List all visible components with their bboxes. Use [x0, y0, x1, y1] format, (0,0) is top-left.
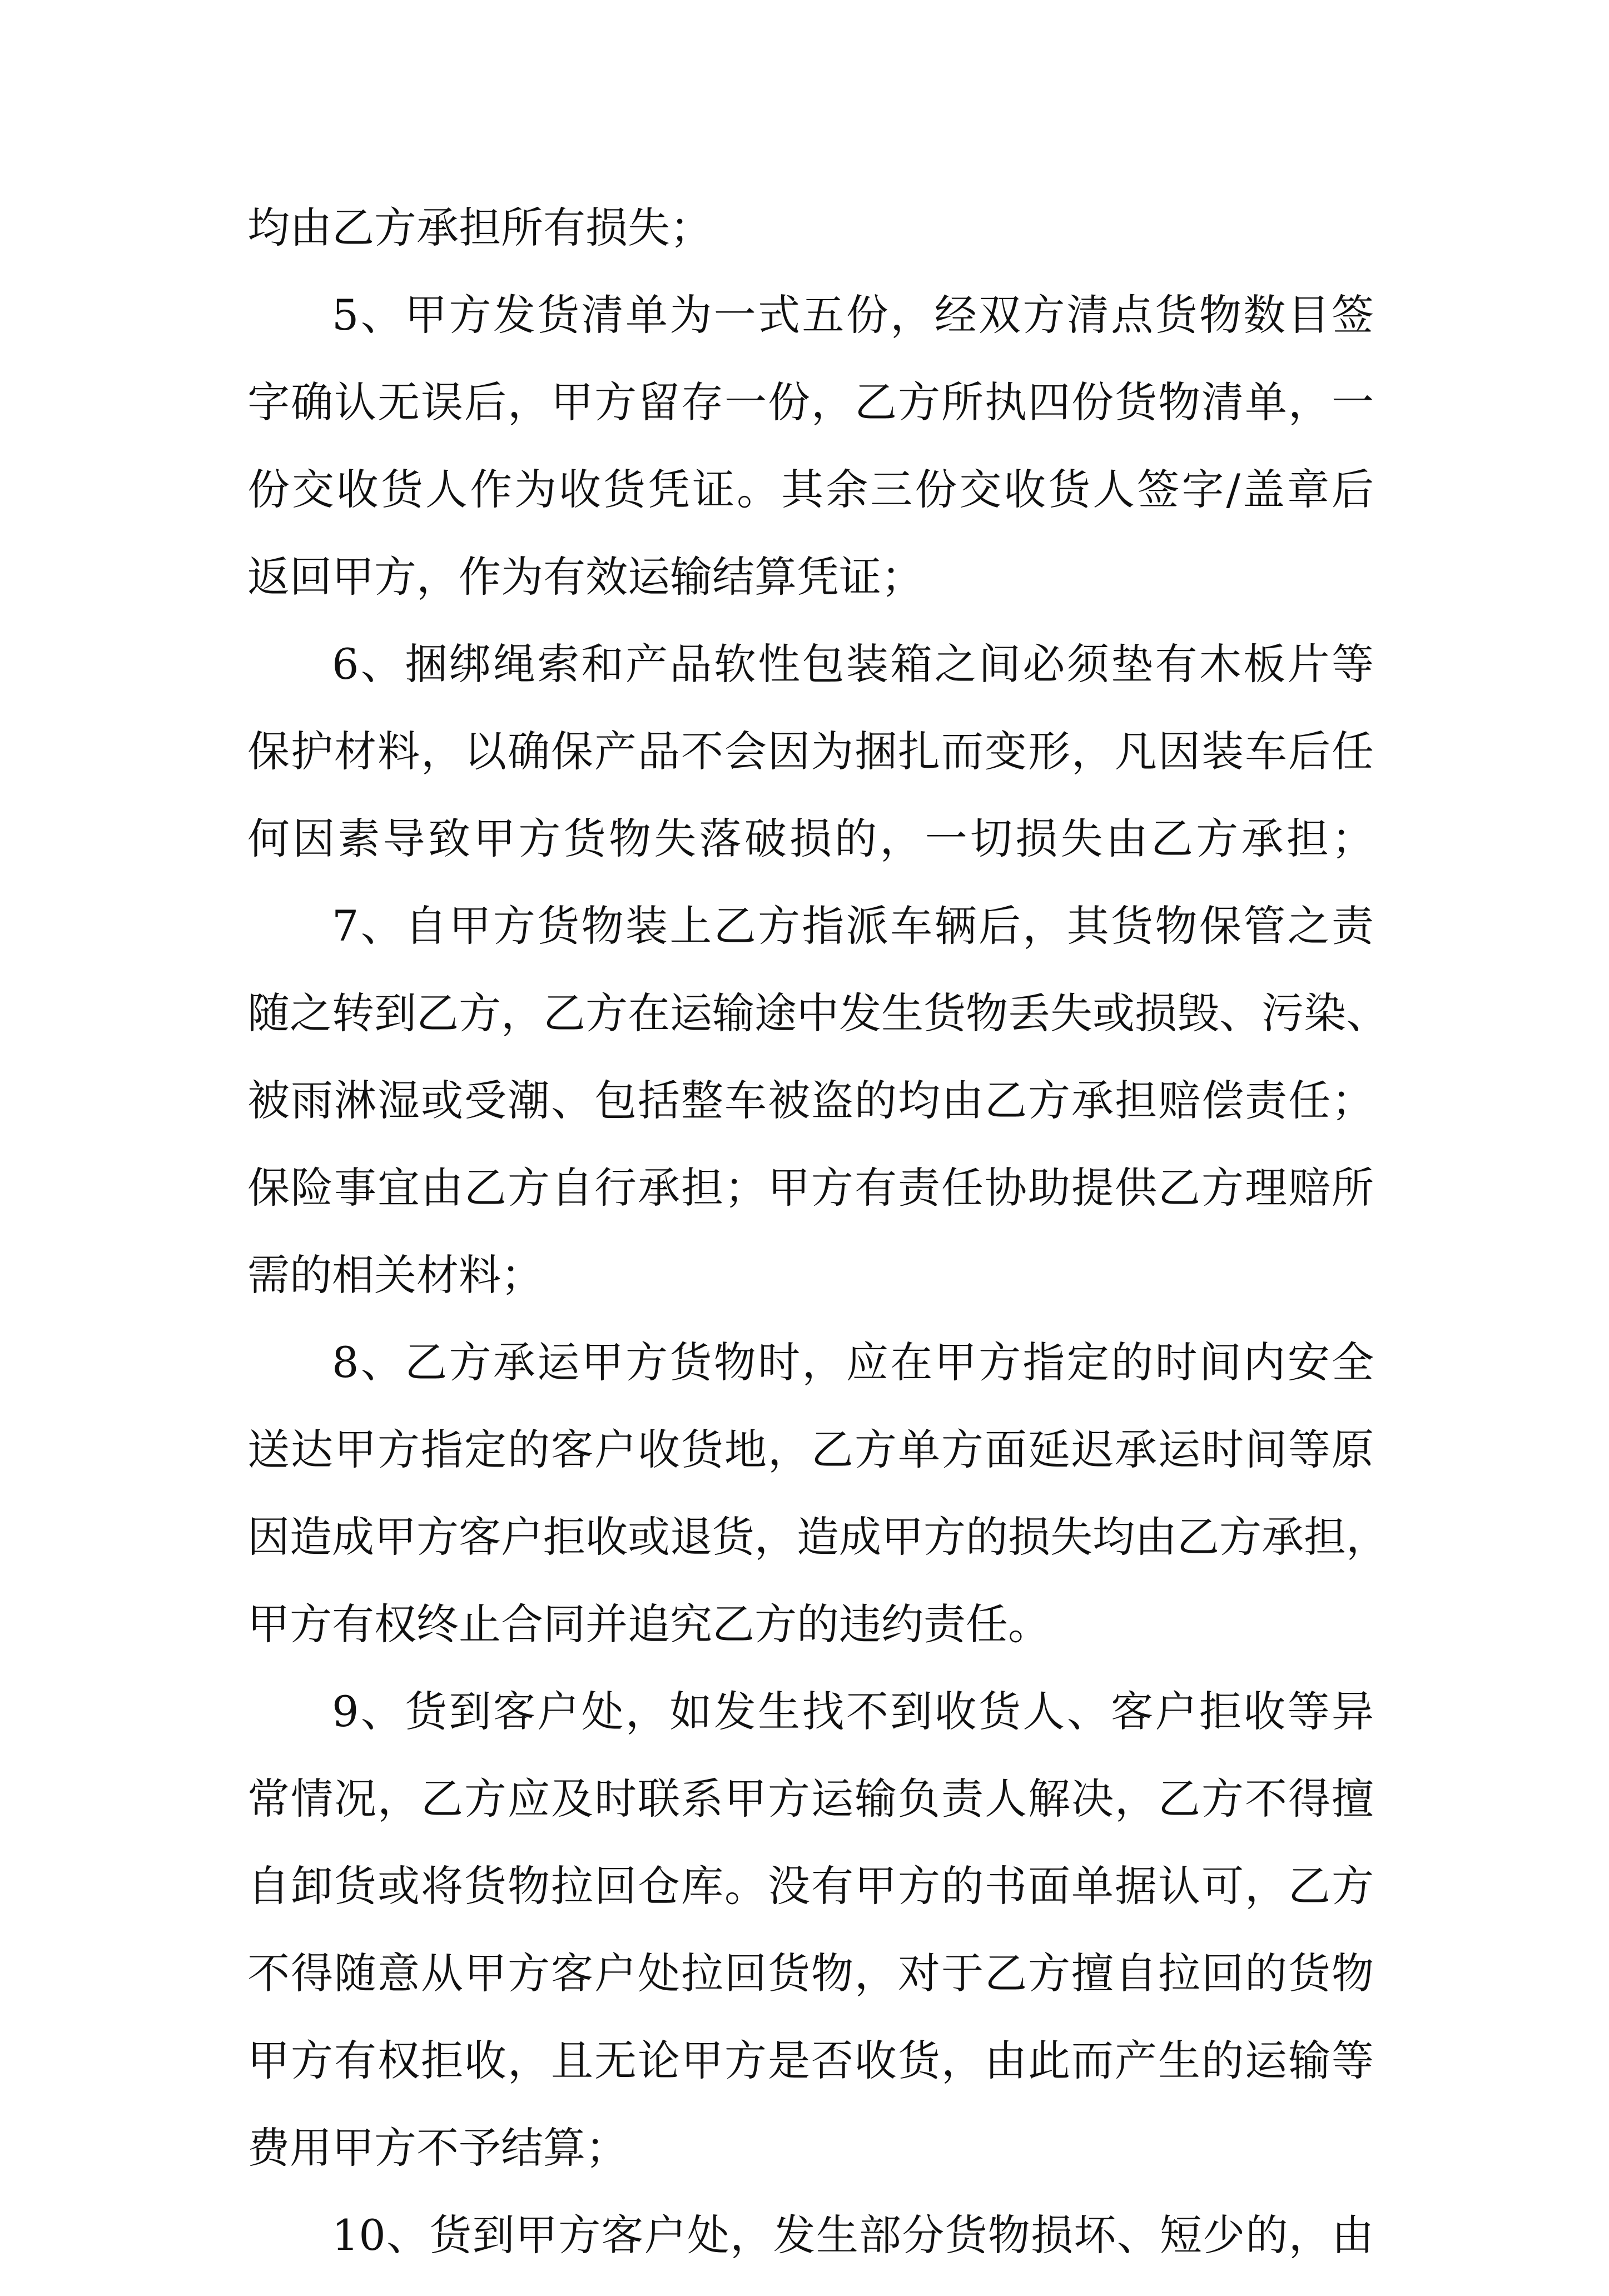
text-line: 因造成甲方客户拒收或退货，造成甲方的损失均由乙方承担， — [247, 1512, 1388, 1562]
text-line: 6、捆绑绳索和产品软性包装箱之间必须垫有木板片等 — [332, 639, 1374, 689]
text-line: 保险事宜由乙方自行承担；甲方有责任协助提供乙方理赔所 — [247, 1163, 1374, 1212]
text-line: 被雨淋湿或受潮、包括整车被盗的均由乙方承担赔偿责任； — [247, 1076, 1374, 1125]
text-line: 8、乙方承运甲方货物时，应在甲方指定的时间内安全 — [332, 1338, 1374, 1387]
text-line: 10、货到甲方客户处，发生部分货物损坏、短少的，由 — [332, 2210, 1374, 2260]
text-line: 5、甲方发货清单为一式五份，经双方清点货物数目签 — [332, 290, 1374, 340]
text-line: 送达甲方指定的客户收货地，乙方单方面延迟承运时间等原 — [247, 1425, 1374, 1474]
text-line: 何因素导致甲方货物失落破损的，一切损失由乙方承担； — [247, 814, 1374, 863]
text-line: 9、货到客户处，如发生找不到收货人、客户拒收等异 — [332, 1687, 1374, 1736]
text-line: 份交收货人作为收货凭证。其余三份交收货人签字/盖章后 — [247, 465, 1374, 514]
text-line: 不得随意从甲方客户处拉回货物，对于乙方擅自拉回的货物 — [247, 1949, 1374, 1998]
text-line: 保护材料，以确保产品不会因为捆扎而变形，凡因装车后任 — [247, 727, 1374, 776]
text-line: 费用甲方不予结算； — [247, 2123, 628, 2173]
text-line: 甲方有权终止合同并追究乙方的违约责任。 — [247, 1599, 1050, 1649]
text-line: 均由乙方承担所有损失； — [247, 203, 712, 252]
text-line: 随之转到乙方，乙方在运输途中发生货物丢失或损毁、污染、 — [247, 988, 1388, 1038]
text-line: 7、自甲方货物装上乙方指派车辆后，其货物保管之责 — [332, 901, 1374, 951]
text-line: 自卸货或将货物拉回仓库。没有甲方的书面单据认可，乙方 — [247, 1861, 1374, 1911]
text-line: 需的相关材料； — [247, 1250, 543, 1300]
text-line: 返回甲方，作为有效运输结算凭证； — [247, 552, 923, 602]
text-line: 甲方有权拒收，且无论甲方是否收货，由此而产生的运输等 — [247, 2036, 1374, 2085]
document-body — [247, 201, 1388, 2296]
text-line: 字确认无误后，甲方留存一份，乙方所执四份货物清单，一 — [247, 377, 1374, 427]
text-line: 常情况，乙方应及时联系甲方运输负责人解决，乙方不得擅 — [247, 1774, 1374, 1823]
